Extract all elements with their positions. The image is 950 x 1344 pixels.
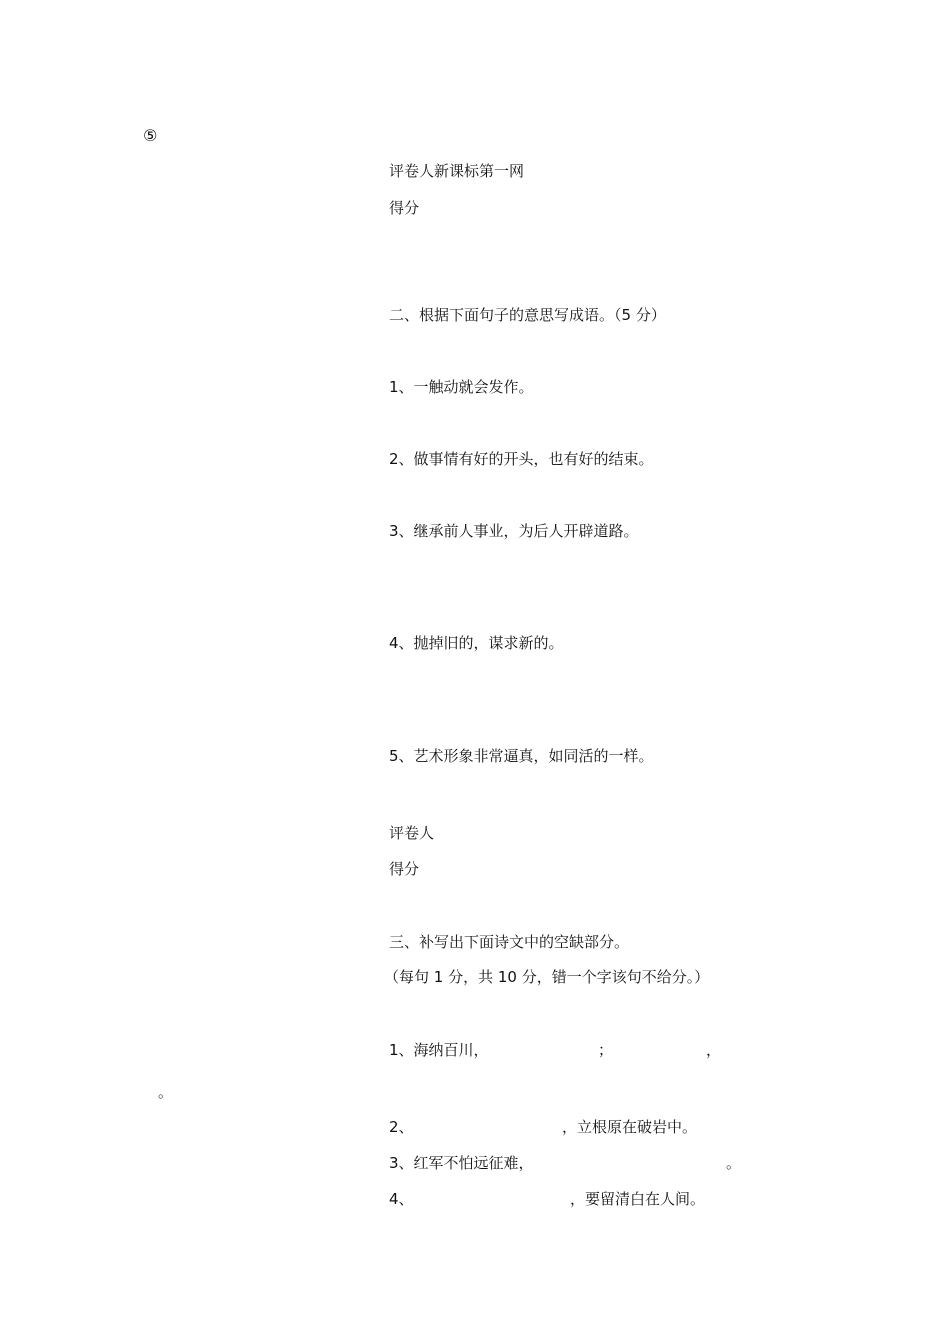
poem-item-4-suffix: ，要留清白在人间。 [570,1190,706,1208]
circled-number: ⑤ [143,126,158,145]
score-label: 得分 [389,860,420,878]
score-label: 得分 [389,199,420,217]
section-2-item: 1、一触动就会发作。 [389,378,534,396]
poem-item-1-semicolon: ； [598,1041,614,1059]
section-2-item: 4、抛掉旧的，谋求新的。 [389,634,564,652]
grader-label: 评卷人新课标第一网 [389,162,525,180]
poem-item-4-prefix: 4、 [389,1190,414,1208]
poem-item-3-suffix: 。 [726,1154,742,1172]
section-2-item: 2、做事情有好的开头，也有好的结束。 [389,450,654,468]
section-2-item: 3、继承前人事业，为后人开辟道路。 [389,522,639,540]
poem-item-1-prefix: 1、海纳百川， [389,1041,489,1059]
section-3-heading: 三、补写出下面诗文中的空缺部分。 [389,933,630,951]
poem-item-1-period: 。 [158,1083,174,1101]
poem-item-1-comma: ， [706,1041,722,1059]
section-2-item: 5、艺术形象非常逼真，如同活的一样。 [389,747,654,765]
grader-label: 评卷人 [389,824,435,842]
section-3-subheading: （每句 1 分，共 10 分，错一个字该句不给分。） [384,968,710,986]
poem-item-3-prefix: 3、红军不怕远征难， [389,1154,534,1172]
section-2-heading: 二、根据下面句子的意思写成语。（5 分） [389,306,666,324]
poem-item-2-prefix: 2、 [389,1118,414,1136]
poem-item-2-suffix: ，立根原在破岩中。 [562,1118,698,1136]
